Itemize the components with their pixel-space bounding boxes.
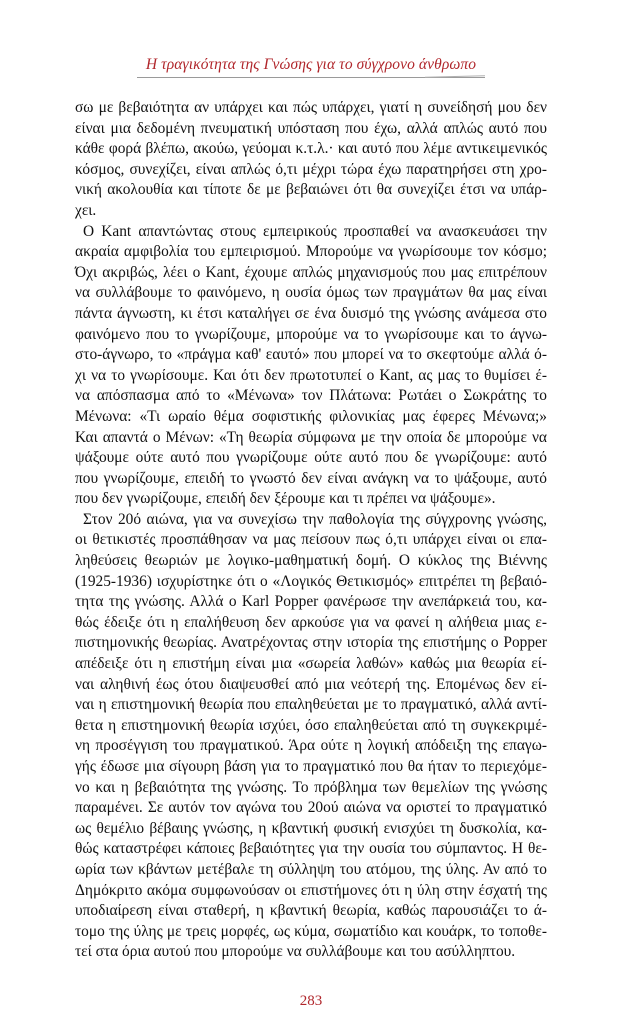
text-line: χι να το γνωρίσουμε. Και ότι δεν πρωτοτυπεί ο Kant, ας μας το θυμίσει έ-	[75, 366, 547, 384]
text-line: να συλλάβουμε το φαινόμενο, η ουσία όμως των πραγμάτων θα μας είναι	[75, 284, 547, 302]
text-line: Μένωνα: «Τι ωραίο θέμα σοφιστικής φιλονικίας μας έφερες Μένωνα;»	[75, 407, 547, 425]
text-line: Και απαντά ο Μένων: «Τη θεωρία σύμφωνα με την οποία δε μπορούμε να	[75, 428, 547, 446]
text-line: νική ακολουθία και τίποτε δε με βεβαιώνει ότι θα συνεχίζει έτσι να υπάρ-	[75, 181, 547, 199]
body-text	[75, 98, 547, 963]
text-line: ναι η επιστημονική θεωρία που επαληθεύεται με το πραγματικό, αλλά αντί-	[75, 696, 547, 714]
paragraph	[75, 510, 547, 963]
text-line: τομο της ύλης με τρεις μορφές, ως κύμα, σωματίδιο και κουάρκ, το τοποθε-	[75, 922, 547, 940]
text-line: Δημόκριτο ακόμα συμφωνούσαν οι επιστήμονες ότι η ύλη στην έσχατή της	[75, 881, 547, 899]
paragraph	[75, 98, 547, 222]
text-line: ως θεμέλιο βέβαιης γνώσης, η κβαντική φυσική ενισχύει τη δυσκολία, κα-	[75, 819, 547, 837]
text-line: τητα της γνώσης. Αλλά ο Karl Popper φανέρωσε την ανεπάρκειά του, κα-	[75, 593, 547, 611]
text-line: κάθε φορά βλέπω, ακούω, γεύομαι κ.τ.λ.· και αυτό που λέμε αντικειμενικός	[75, 140, 547, 158]
text-line: απέδειξε ότι η επιστήμη είναι μια «σωρεία λαθών» καθώς μια θεωρία εί-	[75, 655, 547, 673]
text-line: να απόσπασμα από το «Μένωνα» τον Πλάτωνα: Ρωτάει ο Σωκράτης το	[75, 387, 547, 405]
text-line: Στον 20ό αιώνα, για να συνεχίσω την παθολογία της σύγχρονης γνώσης,	[83, 510, 547, 528]
text-line: πιστημονικής θεωρίας. Ανατρέχοντας στην ιστορία της επιστήμης ο Popper	[75, 634, 547, 652]
header-rule	[137, 77, 485, 78]
text-line: κόσμος, συνεχίζει, είναι απλώς ό,τι μέχρι τώρα έχω παρατηρήσει στη χρο-	[75, 160, 547, 178]
text-line: παραμένει. Σε αυτόν τον αγώνα του 20ού αιώνα να οριστεί το πραγματικό	[75, 799, 547, 817]
text-line: ψάξουμε ούτε αυτό που γνωρίζουμε ούτε αυτό που δε γνωρίζουμε: αυτό	[75, 449, 547, 467]
text-line: Όχι ακριβώς, λέει ο Kant, έχουμε απλώς μηχανισμούς που μας επιτρέπουν	[75, 263, 547, 281]
text-line: τεί στα όρια αυτού που μπορούμε να συλλάβουμε και του ασύλληπτου.	[75, 943, 516, 961]
text-line: (1925-1936) ισχυρίστηκε ότι ο «Λογικός Θετικισμός» επιτρέπει τη βεβαιό-	[75, 572, 547, 590]
text-line: θώς καταστρέφει κάποιες βεβαιότητες για την ουσία του σύμπαντος. Η θε-	[75, 840, 547, 858]
text-line: υποδιαίρεση είναι σταθερή, η κβαντική θεωρία, καθώς παρουσιάζει το ά-	[75, 902, 547, 920]
paragraph	[75, 222, 547, 510]
text-line: οι θετικιστές προσπάθησαν να μας πείσουν πως ό,τι υπάρχει είναι οι επα-	[75, 531, 547, 549]
text-line: είναι μια δεδομένη πνευματική υπόσταση που έχω, αλλά απλώς αυτό που	[75, 119, 547, 137]
text-line: που γνωρίζουμε, επειδή το γνωστό δεν είναι ανάγκη να το ψάξουμε, αυτό	[75, 469, 547, 487]
text-line: ακραία αμφιβολία του εμπειρισμού. Μπορούμε να γνωρίσουμε τον κόσμο;	[75, 243, 547, 261]
text-line: σω με βεβαιότητα αν υπάρχει και πώς υπάρχει, γιατί η συνείδησή μου δεν	[75, 99, 547, 116]
text-line: χει.	[75, 201, 97, 219]
text-line: Ο Kant απαντώντας στους εμπειρικούς προσπαθεί να ανασκευάσει την	[83, 222, 547, 240]
page-number: 283	[299, 993, 323, 1009]
text-line: θετα η επιστημονική θεωρία ισχύει, όσο επαληθεύεται από τη συγκεκριμέ-	[75, 716, 547, 734]
text-line: νη προσέγγιση του πραγματικού. Άρα ούτε η λογική απόδειξη της επαγω-	[75, 737, 547, 755]
text-line: νο και η βεβαιότητα της γνώσης. Το πρόβλημα των θεμελίων της γνώσης	[75, 778, 547, 796]
text-line: που δεν γνωρίζουμε, επειδή δεν ξέρουμε και τι πρέπει να ψάξουμε».	[75, 490, 496, 508]
text-line: πάντα άγνωστη, κι έτσι καταλήγει σε ένα δυισμό της γνώσης ανάμεσα στο	[75, 304, 547, 322]
text-line: ναι αληθινή έως ότου διαψευσθεί από μια νεότερή της. Επομένως δεν εί-	[75, 675, 547, 693]
text-line: φαινόμενο που το γνωρίζουμε, μπορούμε να το γνωρίσουμε και το άγνω-	[75, 325, 547, 343]
text-line: στο-άγνωρο, το «πράγμα καθ' εαυτό» που μπορεί να το σκεφτούμε αλλά ό-	[75, 346, 547, 364]
running-head-title: Η τραγικότητα της Γνώσης για το σύγχρονο άνθρωπο	[145, 56, 477, 73]
text-line: ωρία των κβάντων μετέβαλε τη σύλληψη του ατόμου, της ύλης. Αν από το	[75, 860, 547, 878]
text-line: θώς έδειξε ότι η επαλήθευση δεν αρκούσε για να φανεί η αλήθεια μιας ε-	[75, 613, 547, 631]
text-line: γής έδωσε μια σίγουρη βάση για το πραγματικό που θα ήταν το περιεχόμε-	[75, 758, 547, 775]
text-line: ληθεύσεις θεωριών με λογικο-μαθηματική δομή. Ο κύκλος της Βιέννης	[75, 552, 547, 570]
